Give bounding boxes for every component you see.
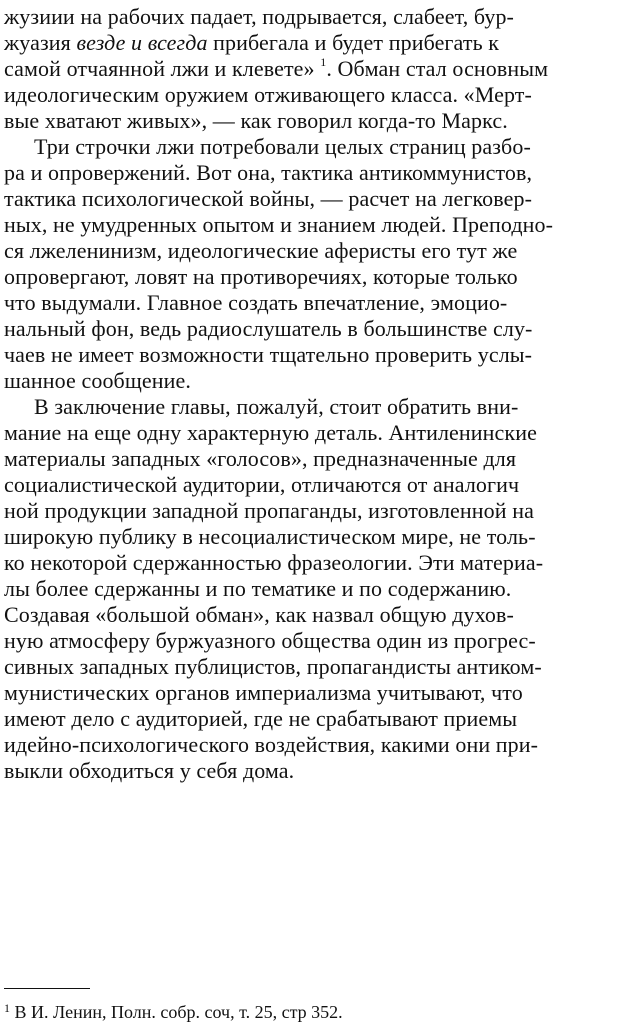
text-line: идеологическим оружием отживающего класса. «Мерт- bbox=[4, 82, 532, 107]
text-line bbox=[4, 56, 548, 82]
text-line: Три строчки лжи потребовали целых страниц разбо- bbox=[34, 134, 531, 159]
text-fragment: прибегала и будет прибегать к bbox=[207, 30, 500, 55]
text-line: ко некоторой сдержанностью фразеологии. Эти материа- bbox=[4, 550, 544, 575]
text-line: социалистической аудитории, отличаются от аналогич bbox=[4, 472, 520, 497]
text-line: ся лжеленинизм, идеологические аферисты его тут же bbox=[4, 238, 518, 263]
text-line: выкли обходиться у себя дома. bbox=[4, 758, 295, 783]
text-line: шанное сообщение. bbox=[4, 368, 191, 393]
text-line: имеют дело с аудиторией, где не срабатывают приемы bbox=[4, 706, 518, 731]
text-line: тактика психологической войны, — расчет на легковер- bbox=[4, 186, 533, 211]
text-line: широкую публику в несоциалистическом мире, не толь- bbox=[4, 524, 536, 549]
footnote-ref: 1 bbox=[320, 55, 327, 69]
emphasis-text: везде и всегда bbox=[76, 30, 208, 55]
text-line: сивных западных публицистов, пропагандисты антиком- bbox=[4, 654, 542, 679]
footnote-separator bbox=[4, 988, 90, 989]
text-line: вые хватают живых», — как говорил когда-то Маркс. bbox=[4, 108, 508, 133]
text-line: Создавая «большой обман», как назвал общую духов- bbox=[4, 602, 514, 627]
text-line: ных, не умудренных опытом и знанием людей. Преподно- bbox=[4, 212, 554, 237]
text-fragment: самой отчаянной лжи и клевете» bbox=[4, 56, 321, 81]
text-line: нальный фон, ведь радиослушатель в большинстве слу- bbox=[4, 316, 533, 341]
text-line: ную атмосферу буржуазного общества один из прогрес- bbox=[4, 628, 536, 653]
text-line: что выдумали. Главное создать впечатление, эмоцио- bbox=[4, 290, 508, 315]
text-line: ра и опровержений. Вот она, тактика антикоммунистов, bbox=[4, 160, 533, 185]
text-line: опровергают, ловят на противоречиях, которые только bbox=[4, 264, 518, 289]
text-line: ной продукции западной пропаганды, изготовленной на bbox=[4, 498, 534, 523]
footnote-text: В И. Ленин, Полн. собр. соч, т. 25, стр 352. bbox=[14, 1002, 343, 1022]
footnote-marker: 1 bbox=[4, 1001, 10, 1015]
text-line: материалы западных «голосов», предназначенные для bbox=[4, 446, 517, 471]
text-line: В заключение главы, пожалуй, стоит обратить вни- bbox=[34, 394, 519, 419]
text-line bbox=[4, 30, 499, 56]
text-line: мание на еще одну характерную деталь. Антиленинские bbox=[4, 420, 537, 445]
footnote bbox=[4, 1002, 343, 1022]
text-fragment: . Обман стал основным bbox=[326, 56, 549, 81]
text-line: чаев не имеет возможности тщательно проверить услы- bbox=[4, 342, 533, 367]
text-line: мунистических органов империализма учитывают, что bbox=[4, 680, 523, 705]
text-fragment: жуазия bbox=[4, 30, 77, 55]
text-line: лы более сдержанны и по тематике и по содержанию. bbox=[4, 576, 512, 601]
text-line: идейно-психологического воздействия, какими они при- bbox=[4, 732, 539, 757]
text-line: жузиии на рабочих падает, подрывается, слабеет, бур- bbox=[4, 4, 514, 29]
